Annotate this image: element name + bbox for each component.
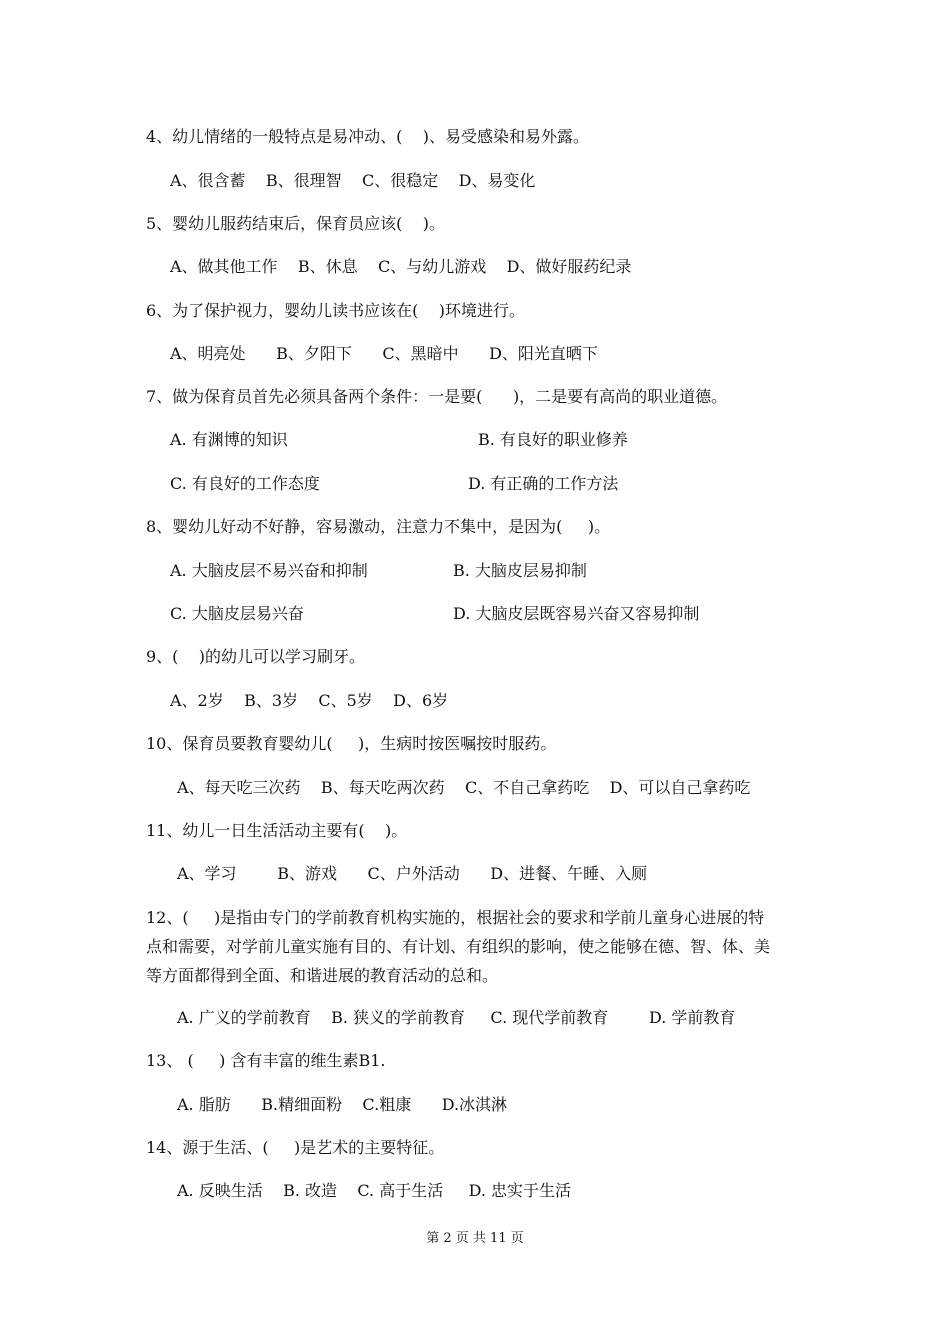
q5-options: A、做其他工作 B、休息 C、与幼儿游戏 D、做好服药纪录 [170, 257, 632, 276]
q8-option-b: B. 大脑皮层易抑制 [453, 561, 587, 580]
q8-option-a: A. 大脑皮层不易兴奋和抑制 [170, 561, 368, 580]
q14: 14、源于生活、( )是艺术的主要特征。 [146, 1138, 445, 1157]
q7-option-b: B. 有良好的职业修养 [478, 430, 628, 449]
q9-options: A、2岁 B、3岁 C、5岁 D、6岁 [170, 691, 449, 710]
q7-option-d: D. 有正确的工作方法 [468, 474, 619, 493]
q4: 4、幼儿情绪的一般特点是易冲动、( )、易受感染和易外露。 [146, 127, 590, 146]
page-footer: 第 2 页 共 11 页 [426, 1231, 524, 1246]
q12-line-1: 12、( )是指由专门的学前教育机构实施的，根据社会的要求和学前儿童身心进展的特 [146, 908, 765, 927]
q7-option-a: A. 有渊博的知识 [170, 430, 288, 449]
q9: 9、( )的幼儿可以学习刷牙。 [146, 647, 366, 666]
q7: 7、做为保育员首先必须具备两个条件：一是要( )，二是要有高尚的职业道德。 [146, 387, 728, 406]
q11-options: A、学习 B、游戏 C、户外活动 D、进餐、午睡、入厕 [177, 864, 648, 883]
q8-option-d: D. 大脑皮层既容易兴奋又容易抑制 [453, 604, 700, 623]
q10: 10、保育员要教育婴幼儿( )，生病时按医嘱按时服药。 [146, 734, 557, 753]
q12-line-2: 点和需要，对学前儿童实施有目的、有计划、有组织的影响，使之能够在德、智、体、美 [146, 937, 771, 956]
q13-options: A. 脂肪 B.精细面粉 C.粗康 D.冰淇淋 [177, 1095, 508, 1114]
q11: 11、幼儿一日生活活动主要有( )。 [146, 821, 408, 840]
q13: 13、 ( ) 含有丰富的维生素B1. [146, 1051, 386, 1070]
q5: 5、婴幼儿服药结束后，保育员应该( )。 [146, 214, 446, 233]
q8: 8、婴幼儿好动不好静，容易激动，注意力不集中，是因为( )。 [146, 517, 611, 536]
q12-line-3: 等方面都得到全面、和谐进展的教育活动的总和。 [146, 966, 499, 985]
q6: 6、为了保护视力，婴幼儿读书应该在( )环境进行。 [146, 301, 526, 320]
q8-option-c: C. 大脑皮层易兴奋 [170, 604, 304, 623]
q4-options: A、很含蓄 B、很理智 C、很稳定 D、易变化 [170, 171, 536, 190]
q6-options: A、明亮处 B、夕阳下 C、黑暗中 D、阳光直晒下 [170, 344, 598, 363]
q10-options: A、每天吃三次药 B、每天吃两次药 C、不自己拿药吃 D、可以自己拿药吃 [177, 778, 751, 797]
q14-options: A. 反映生活 B. 改造 C. 高于生活 D. 忠实于生活 [177, 1181, 572, 1200]
q12-options: A. 广义的学前教育 B. 狭义的学前教育 C. 现代学前教育 D. 学前教育 [177, 1008, 736, 1027]
q7-option-c: C. 有良好的工作态度 [170, 474, 320, 493]
